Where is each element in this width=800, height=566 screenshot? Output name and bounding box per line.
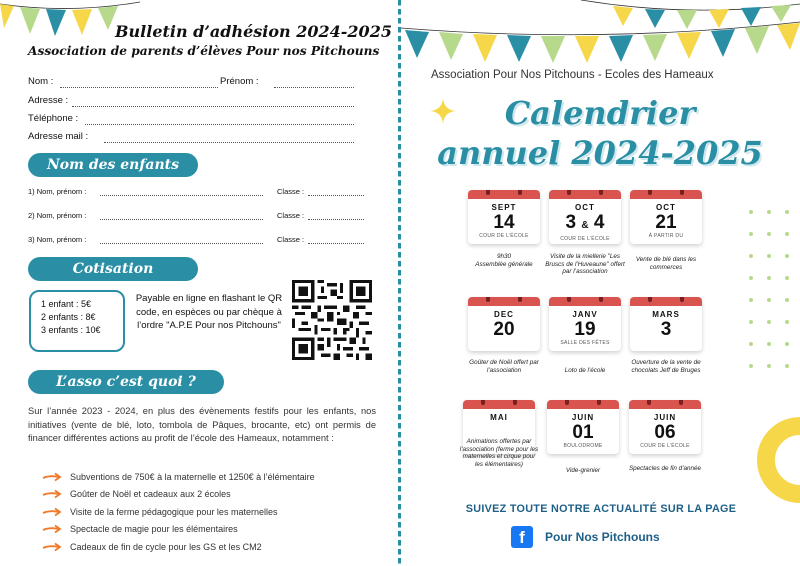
telephone-field[interactable] bbox=[85, 124, 354, 125]
dot-grid-decoration bbox=[747, 208, 800, 388]
list-item bbox=[42, 468, 382, 486]
asso-description: Sur l’année 2023 - 2024, en plus des évènements festifs pour les enfants, nos initiatives (vente de blé, loto, tombola de Pâques, brocante, etc) ont permis de financer différentes actions au profit de l’école des Hameaux, notamment : bbox=[28, 406, 376, 444]
event-location: SALLE DES FÊTES bbox=[560, 340, 610, 346]
event-card bbox=[547, 400, 619, 454]
event-day: 20 bbox=[493, 319, 515, 340]
event-location: À PARTIR DU bbox=[648, 233, 684, 239]
event-day: 14 bbox=[493, 212, 515, 233]
event-day: 21 bbox=[655, 212, 677, 233]
event-day: 19 bbox=[574, 319, 596, 340]
event-card bbox=[630, 297, 702, 351]
facebook-icon: f bbox=[511, 526, 533, 548]
form-subtitle: Association de parents d’élèves Pour nos Pitchouns bbox=[28, 44, 380, 58]
event-card bbox=[549, 297, 621, 351]
event-month: MAI bbox=[490, 413, 508, 422]
event-month: JUIN bbox=[653, 413, 677, 422]
arrow-right-icon bbox=[42, 524, 62, 534]
event-card bbox=[549, 190, 621, 244]
child-3-classe-label: Classe : bbox=[277, 235, 305, 244]
membership-form-panel bbox=[0, 0, 398, 566]
list-item bbox=[42, 503, 382, 521]
event-description: Loto de l’école bbox=[564, 367, 606, 374]
child-3-classe-field[interactable] bbox=[308, 243, 364, 244]
achievements-list bbox=[42, 468, 382, 556]
adresse-field[interactable] bbox=[72, 106, 354, 107]
adresse-mail-label: Adresse mail : bbox=[28, 131, 89, 142]
child-2-label: 2) Nom, prénom : bbox=[28, 211, 87, 220]
facebook-page-name: Pour Nos Pitchouns bbox=[545, 530, 660, 544]
calendar-panel bbox=[401, 0, 800, 566]
child-3-label: 3) Nom, prénom : bbox=[28, 235, 87, 244]
bunting-right-decoration bbox=[401, 0, 800, 66]
event-card bbox=[468, 297, 540, 351]
event-month: JUIN bbox=[571, 413, 595, 422]
event-month: DEC bbox=[494, 310, 514, 319]
follow-us-text: SUIVEZ TOUTE NOTRE ACTUALITÉ SUR LA PAGE bbox=[465, 503, 737, 515]
list-item bbox=[42, 486, 382, 504]
event-card bbox=[630, 190, 702, 244]
event-day: 01 bbox=[572, 422, 594, 443]
child-3-name-field[interactable] bbox=[100, 243, 263, 244]
arrow-right-icon bbox=[42, 542, 62, 552]
event-description: Vente de blé dans les commerces bbox=[635, 256, 697, 271]
list-item bbox=[42, 538, 382, 556]
event-day: 3 bbox=[660, 319, 672, 340]
calendar-title-line2: annuel 2024-2025 bbox=[437, 134, 763, 172]
event-month: JANV bbox=[572, 310, 598, 319]
event-location: COUR DE L’ÉCOLE bbox=[479, 233, 529, 239]
association-name: Association Pour Nos Pitchouns - Ecoles des Hameaux bbox=[431, 69, 714, 81]
nom-field[interactable] bbox=[60, 87, 218, 88]
child-1-classe-field[interactable] bbox=[308, 195, 364, 196]
list-item bbox=[42, 521, 382, 539]
event-day: 06 bbox=[654, 422, 676, 443]
event-description: Animations offertes par l’association (ferme pour les maternelles et cirque pour les élémentaires) bbox=[459, 438, 539, 468]
price-3-children: 3 enfants : 10€ bbox=[41, 325, 101, 335]
child-1-name-field[interactable] bbox=[100, 195, 263, 196]
prenom-field[interactable] bbox=[274, 87, 354, 88]
event-description: Ouverture de la vente de chocolats Jeff de Bruges bbox=[631, 359, 701, 374]
price-2-children: 2 enfants : 8€ bbox=[41, 312, 96, 322]
child-1-label: 1) Nom, prénom : bbox=[28, 187, 87, 196]
sparkle-icon bbox=[430, 98, 456, 124]
form-title: Bulletin d’adhésion 2024-2025 bbox=[115, 22, 392, 41]
event-description: Vide-grenier bbox=[565, 467, 601, 474]
price-1-child: 1 enfant : 5€ bbox=[41, 299, 92, 309]
event-description: Goûter de Noël offert par l’association bbox=[469, 359, 539, 374]
event-description: 9h30 Assemblée générale bbox=[475, 253, 533, 268]
event-description: Spectacles de fin d’année bbox=[628, 465, 702, 472]
adresse-mail-field[interactable] bbox=[104, 142, 354, 143]
event-location: BOULODROME bbox=[563, 443, 603, 449]
list-item-text: Cadeaux de fin de cycle pour les GS et les CM2 bbox=[70, 541, 262, 552]
event-description: Visite de la miellerie "Les Bruscs de l’Huveaune" offert par l’association bbox=[545, 253, 625, 275]
event-month: MARS bbox=[652, 310, 680, 319]
price-box bbox=[29, 290, 125, 352]
child-2-name-field[interactable] bbox=[100, 219, 263, 220]
event-card bbox=[629, 400, 701, 454]
nom-label: Nom : bbox=[28, 76, 54, 87]
payment-instructions: Payable en ligne en flashant le QR code, en espèces ou par chèque à l’ordre "A.P.E Pour nos Pitchouns" bbox=[135, 293, 283, 331]
list-item-text: Subventions de 750€ à la maternelle et 1250€ à l’élémentaire bbox=[70, 471, 315, 482]
child-1-classe-label: Classe : bbox=[277, 187, 305, 196]
list-item-text: Goûter de Noël et cadeaux aux 2 écoles bbox=[70, 489, 231, 500]
calendar-title-line1: Calendrier bbox=[504, 94, 696, 132]
list-item-text: Spectacle de magie pour les élémentaires bbox=[70, 524, 238, 535]
list-item-text: Visite de la ferme pédagogique pour les maternelles bbox=[70, 506, 278, 517]
event-location: COUR DE L’ÉCOLE bbox=[640, 443, 690, 449]
event-day: 3 & 4 bbox=[565, 212, 605, 233]
prenom-label: Prénom : bbox=[220, 76, 259, 87]
arrow-right-icon bbox=[42, 489, 62, 499]
cotisation-heading: Cotisation bbox=[28, 257, 198, 281]
child-2-classe-label: Classe : bbox=[277, 211, 305, 220]
asso-heading: L’asso c’est quoi ? bbox=[28, 370, 224, 394]
adresse-label: Adresse : bbox=[28, 95, 69, 106]
facebook-link[interactable] bbox=[511, 526, 660, 548]
event-month: OCT bbox=[575, 203, 595, 212]
event-month: SEPT bbox=[491, 203, 517, 212]
child-2-classe-field[interactable] bbox=[308, 219, 364, 220]
qr-code-icon[interactable] bbox=[292, 280, 372, 360]
yellow-ring-decoration bbox=[755, 415, 800, 505]
event-card bbox=[468, 190, 540, 244]
telephone-label: Téléphone : bbox=[28, 113, 79, 124]
event-month: OCT bbox=[656, 203, 676, 212]
children-heading: Nom des enfants bbox=[28, 153, 198, 177]
event-location: COUR DE L’ÉCOLE bbox=[560, 236, 610, 242]
arrow-right-icon bbox=[42, 507, 62, 517]
arrow-right-icon bbox=[42, 472, 62, 482]
